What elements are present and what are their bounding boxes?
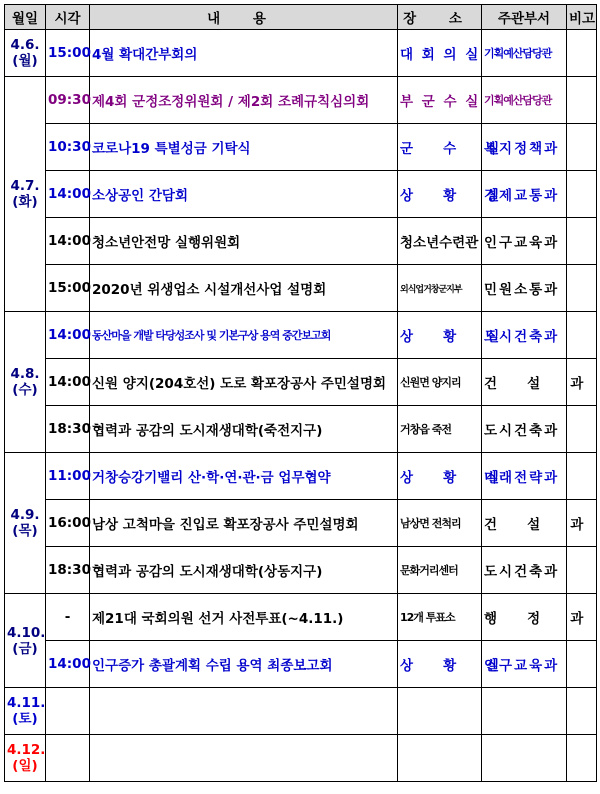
- date-day: 4.8.: [10, 366, 40, 382]
- event-note: [567, 735, 597, 782]
- event-time: 18:30: [46, 406, 90, 453]
- event-dept: 미래전략과: [482, 453, 567, 500]
- event-content: [90, 735, 398, 782]
- event-place: 12개 투표소: [398, 594, 482, 641]
- event-note: [567, 124, 597, 171]
- date-cell: [5, 77, 46, 312]
- event-time: 14:00: [46, 218, 90, 265]
- event-note: [567, 171, 597, 218]
- date-cell: [5, 594, 46, 688]
- event-note: [567, 547, 597, 594]
- event-dept: 경제교통과: [482, 171, 567, 218]
- date-cell: [5, 453, 46, 594]
- event-time: 16:00: [46, 500, 90, 547]
- event-place: 청소년수련관: [398, 218, 482, 265]
- event-content: 동산마을 개발 타당성조사 및 기본구상 용역 중간보고회: [90, 312, 398, 359]
- event-note: [567, 30, 597, 77]
- event-row: [5, 359, 597, 406]
- event-content: 협력과 공감의 도시재생대학(상동지구): [90, 547, 398, 594]
- event-content: 제4회 군정조정위원회 / 제2회 조례규칙심의회: [90, 77, 398, 124]
- event-content: 협력과 공감의 도시재생대학(죽전지구): [90, 406, 398, 453]
- date-day: 4.10.: [7, 624, 46, 641]
- event-dept: 도시건축과: [482, 406, 567, 453]
- event-time: 09:30: [46, 77, 90, 124]
- event-dept: [482, 735, 567, 782]
- event-place: 군 수 실: [398, 124, 482, 171]
- event-dept: 복지정책과: [482, 124, 567, 171]
- event-time: 14:00: [46, 312, 90, 359]
- event-row: [5, 265, 597, 312]
- event-dept: [482, 688, 567, 735]
- header-row: [5, 5, 597, 30]
- event-place: 상 황 실: [398, 641, 482, 688]
- event-dept: 민원소통과: [482, 265, 567, 312]
- event-time: [46, 688, 90, 735]
- event-content: 코로나19 특별성금 기탁식: [90, 124, 398, 171]
- event-note: [567, 218, 597, 265]
- event-content: 인구증가 총괄계획 수립 용역 최종보고회: [90, 641, 398, 688]
- event-time: -: [46, 594, 90, 641]
- event-dept: 도시건축과: [482, 312, 567, 359]
- event-row: [5, 641, 597, 688]
- event-row: [5, 500, 597, 547]
- event-time: 14:00: [46, 171, 90, 218]
- event-dept: 인구교육과: [482, 218, 567, 265]
- event-note: [567, 453, 597, 500]
- event-time: 15:00: [46, 30, 90, 77]
- event-note: [567, 312, 597, 359]
- event-dept: 기획예산담당관: [482, 77, 567, 124]
- date-day: 4.7.: [10, 178, 40, 194]
- event-row: [5, 77, 597, 124]
- event-row: [5, 594, 597, 641]
- event-dept: 기획예산담당관: [482, 30, 567, 77]
- event-place: 상 황 실: [398, 453, 482, 500]
- event-content: 남상 고척마을 진입로 확포장공사 주민설명회: [90, 500, 398, 547]
- header-note: 비고: [567, 5, 597, 30]
- event-content: 신원 양지(204호선) 도로 확포장공사 주민설명회: [90, 359, 398, 406]
- event-place: 대 회 의 실: [398, 30, 482, 77]
- header-time: 시각: [46, 5, 90, 30]
- event-content: [90, 688, 398, 735]
- date-weekday: (금): [12, 640, 38, 657]
- empty-day-row: [5, 688, 597, 735]
- event-dept: 건 설 과: [482, 359, 567, 406]
- event-note: [567, 265, 597, 312]
- event-content: 청소년안전망 실행위원회: [90, 218, 398, 265]
- event-place: 신원면 양지리: [398, 359, 482, 406]
- event-place: [398, 735, 482, 782]
- date-weekday: (화): [12, 194, 38, 210]
- event-time: 15:00: [46, 265, 90, 312]
- date-day: 4.9.: [10, 507, 40, 523]
- date-cell: [5, 735, 46, 782]
- schedule-table: [4, 4, 597, 782]
- event-row: [5, 406, 597, 453]
- event-time: 14:00: [46, 359, 90, 406]
- date-cell: [5, 688, 46, 735]
- event-note: [567, 406, 597, 453]
- empty-day-row: [5, 735, 597, 782]
- date-cell: [5, 312, 46, 453]
- event-row: [5, 30, 597, 77]
- date-weekday: (토): [12, 711, 38, 727]
- schedule-body: [5, 30, 597, 782]
- event-content: 2020년 위생업소 시설개선사업 설명회: [90, 265, 398, 312]
- event-dept: 인구교육과: [482, 641, 567, 688]
- event-dept: 도시건축과: [482, 547, 567, 594]
- event-place: 부 군 수 실: [398, 77, 482, 124]
- event-dept: 행 정 과: [482, 594, 567, 641]
- event-place: [398, 688, 482, 735]
- event-time: 10:30: [46, 124, 90, 171]
- date-weekday: (일): [12, 758, 38, 774]
- event-content: 4월 확대간부회의: [90, 30, 398, 77]
- date-weekday: (월): [12, 53, 38, 69]
- event-content: 제21대 국회의원 선거 사전투표(~4.11.): [90, 594, 398, 641]
- event-row: [5, 171, 597, 218]
- event-row: [5, 547, 597, 594]
- event-note: [567, 688, 597, 735]
- event-row: [5, 124, 597, 171]
- event-dept: 건 설 과: [482, 500, 567, 547]
- event-place: 남상면 전척리: [398, 500, 482, 547]
- event-place: 외식업거창군지부: [398, 265, 482, 312]
- event-time: 18:30: [46, 547, 90, 594]
- event-content: 소상공인 간담회: [90, 171, 398, 218]
- date-day: 4.12.: [7, 742, 46, 758]
- date-weekday: (수): [12, 382, 38, 398]
- date-day: 4.11.: [7, 695, 46, 711]
- event-content: 거창승강기밸리 산·학·연·관·금 업무협약: [90, 453, 398, 500]
- event-row: [5, 218, 597, 265]
- event-place: 거창읍 죽전: [398, 406, 482, 453]
- date-day: 4.6.: [10, 37, 40, 53]
- header-date: 월일: [5, 5, 46, 30]
- date-cell: [5, 30, 46, 77]
- event-place: 상 황 실: [398, 171, 482, 218]
- event-place: 문화거리센터: [398, 547, 482, 594]
- header-place: 장 소: [398, 5, 482, 30]
- event-row: [5, 453, 597, 500]
- date-weekday: (목): [12, 523, 38, 539]
- event-time: [46, 735, 90, 782]
- event-place: 상 황 실: [398, 312, 482, 359]
- event-time: 14:00: [46, 641, 90, 688]
- header-dept: 주관부서: [482, 5, 567, 30]
- event-note: [567, 77, 597, 124]
- event-note: [567, 641, 597, 688]
- event-row: [5, 312, 597, 359]
- header-content: 내 용: [90, 5, 398, 30]
- event-time: 11:00: [46, 453, 90, 500]
